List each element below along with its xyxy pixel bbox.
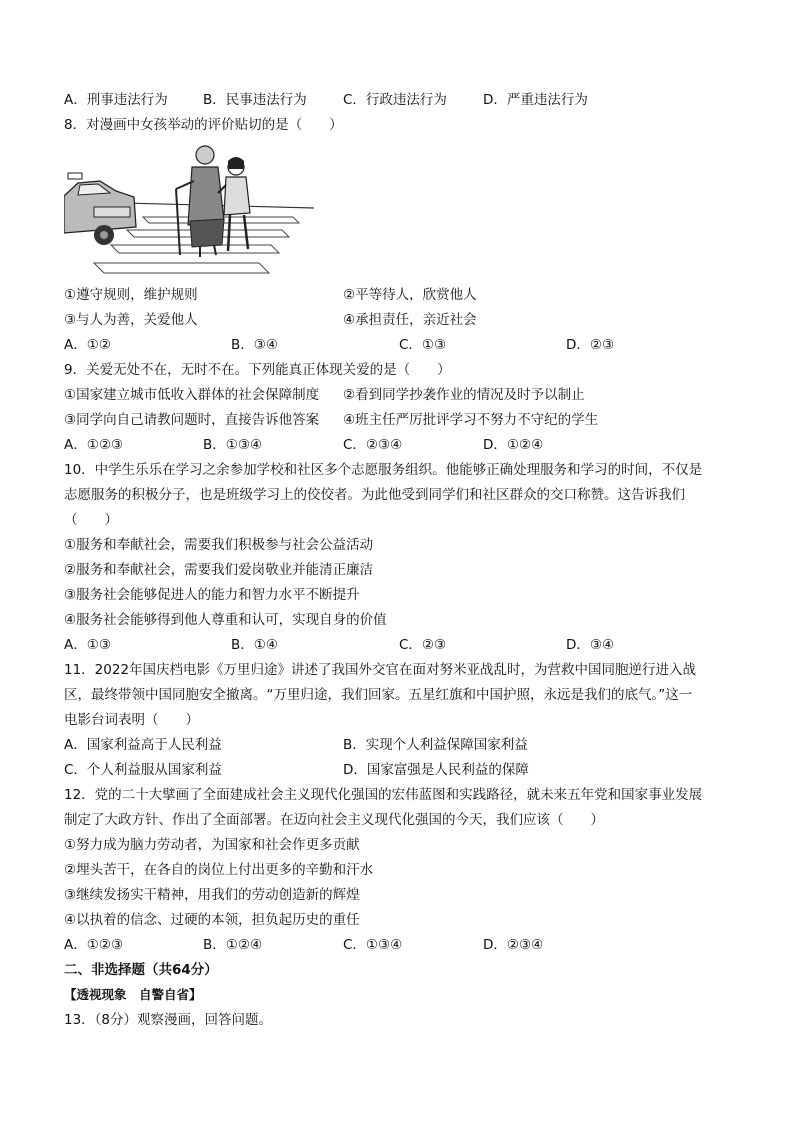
q9-item-4: ④班主任严厉批评学习不努力不守纪的学生	[343, 412, 599, 428]
q12-option-a: A．①②③	[64, 937, 124, 953]
q8-option-d: D．②③	[566, 337, 615, 353]
q11-stem-line-1: 11．2022年国庆档电影《万里归途》讲述了我国外交官在面对努米亚战乱时，为营救中国同胞逆行进入战	[64, 662, 697, 678]
q8-option-c: C．①③	[399, 337, 447, 353]
q8-item-4: ④承担责任，亲近社会	[343, 312, 477, 328]
q8-stem: 8．对漫画中女孩举动的评价贴切的是（ ）	[64, 117, 343, 133]
q10-item-4: ④服务社会能够得到他人尊重和认可，实现自身的价值	[64, 612, 387, 628]
q11-option-b: B．实现个人利益保障国家利益	[343, 737, 528, 753]
q10-option-a: A．①③	[64, 637, 111, 653]
q12-item-1: ①努力成为脑力劳动者，为国家和社会作更多贡献	[64, 837, 360, 853]
q9-item-2: ②看到同学抄袭作业的情况及时予以制止	[343, 387, 585, 403]
q12-option-b: B．①②④	[203, 937, 263, 953]
q11-stem-line-3: 电影台词表明（ ）	[64, 712, 199, 728]
q13-stem: 13．（8分）观察漫画，回答问题。	[64, 1012, 273, 1028]
q9-option-b: B．①③④	[203, 437, 263, 453]
q8-option-b: B．③④	[231, 337, 278, 353]
q10-stem-line-1: 10．中学生乐乐在学习之余参加学校和社区多个志愿服务组织。他能够正确处理服务和学习的时间，不仅是	[64, 462, 703, 478]
q7-option-a: A．刑事违法行为	[64, 92, 168, 108]
q11-option-d: D．国家富强是人民利益的保障	[343, 762, 529, 778]
q11-stem-line-2: 区，最终带领中国同胞安全撤离。“万里归途，我们回家。五星红旗和中国护照，永远是我们的底气。”这一	[64, 687, 693, 703]
q10-stem-line-2: 志愿服务的积极分子，也是班级学习上的佼佼者。为此他受到同学们和社区群众的交口称赞。这告诉我们	[64, 487, 685, 503]
q9-option-d: D．①②④	[483, 437, 544, 453]
q12-option-c: C．①③④	[343, 937, 403, 953]
q7-option-b: B．民事违法行为	[203, 92, 307, 108]
q8-option-a: A．①②	[64, 337, 111, 353]
q10-option-c: C．②③	[399, 637, 447, 653]
section-heading: 二、非选择题（共64分）	[64, 962, 218, 978]
q9-stem: 9．关爱无处不在，无时不在。下列能真正体现关爱的是（ ）	[64, 362, 451, 378]
q11-option-c: C．个人利益服从国家利益	[64, 762, 222, 778]
q9-item-3: ③同学向自己请教问题时，直接告诉他答案	[64, 412, 320, 428]
q9-option-a: A．①②③	[64, 437, 124, 453]
q9-item-1: ①国家建立城市低收入群体的社会保障制度	[64, 387, 320, 403]
q10-item-1: ①服务和奉献社会，需要我们积极参与社会公益活动	[64, 537, 374, 553]
q10-option-d: D．③④	[566, 637, 615, 653]
q9-option-c: C．②③④	[343, 437, 403, 453]
q10-item-2: ②服务和奉献社会，需要我们爱岗敬业并能清正廉洁	[64, 562, 374, 578]
q7-option-c: C．行政违法行为	[343, 92, 447, 108]
q12-stem-line-1: 12．党的二十大擘画了全面建成社会主义现代化强国的宏伟蓝图和实践路径，就未来五年党和国家事业发展	[64, 787, 703, 803]
q10-option-b: B．①④	[231, 637, 278, 653]
q12-item-2: ②埋头苦干，在各自的岗位上付出更多的辛勤和汗水	[64, 862, 374, 878]
q7-option-d: D．严重违法行为	[483, 92, 588, 108]
q12-stem-line-2: 制定了大政方针、作出了全面部署。在迈向社会主义现代化强国的今天，我们应该（ ）	[64, 812, 604, 828]
cartoon-girl-helping-elderly	[64, 141, 314, 279]
q8-item-2: ②平等待人，欣赏他人	[343, 287, 477, 303]
q12-item-4: ④以执着的信念、过硬的本领，担负起历史的重任	[64, 912, 360, 928]
q12-option-d: D．②③④	[483, 937, 544, 953]
elderly-woman-figure	[176, 146, 224, 257]
q11-option-a: A．国家利益高于人民利益	[64, 737, 222, 753]
q10-stem-line-3: （ ）	[64, 512, 118, 528]
q8-item-1: ①遵守规则，维护规则	[64, 287, 198, 303]
section-subheading: 【透视现象 自警自省】	[64, 987, 202, 1002]
q8-item-3: ③与人为善，关爱他人	[64, 312, 198, 328]
q10-item-3: ③服务社会能够促进人的能力和智力水平不断提升	[64, 587, 360, 603]
car-icon	[64, 173, 136, 245]
q12-item-3: ③继续发扬实干精神，用我们的劳动创造新的辉煌	[64, 887, 360, 903]
